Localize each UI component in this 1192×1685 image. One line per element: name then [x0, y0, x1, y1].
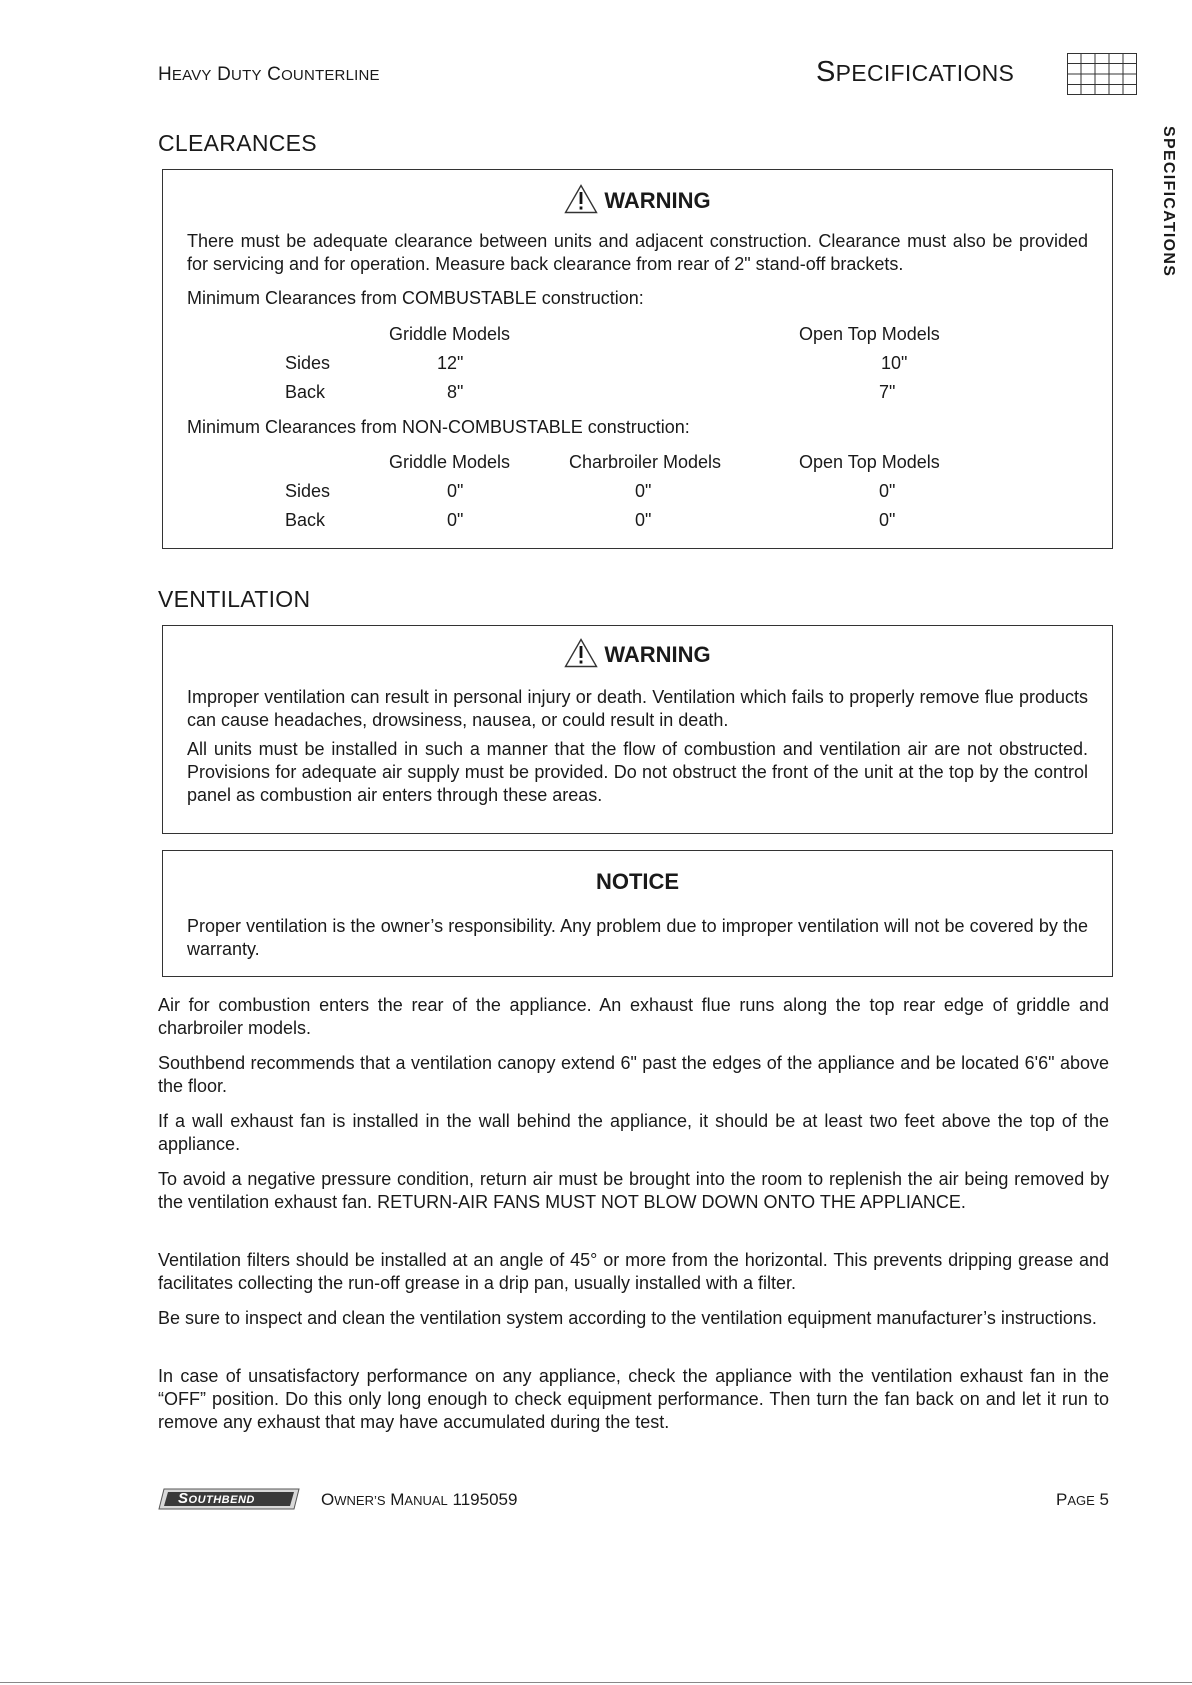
warning-triangle-icon	[564, 184, 598, 214]
ventilation-title: VENTILATION	[158, 586, 311, 612]
ventilation-para-7: In case of unsatisfactory performance on any appliance, check the appliance with the ventilation exhaust fan in the “OFF” position. Do this only long enough to check equipment performance. Then turn the fan back on and let it run to remove any exhaust that may have accumulated during the test.	[158, 1366, 1109, 1432]
non-combustible-col-griddle: Griddle Models	[389, 452, 511, 472]
ventilation-warning-box	[162, 625, 1113, 834]
header-word-1-initial: H	[158, 64, 172, 85]
table-cell: 0"	[447, 510, 464, 530]
warning-label: WARNING	[604, 188, 711, 213]
footer-manual	[321, 1490, 517, 1510]
ventilation-para-1: Air for combustion enters the rear of the appliance. An exhaust flue runs along the top rear edge of griddle and charbroiler models.	[158, 995, 1109, 1038]
notice-text: Proper ventilation is the owner’s responsibility. Any problem due to improper ventilation will not be covered by the warranty.	[187, 916, 1088, 959]
warning-label: WARNING	[604, 642, 711, 667]
combustible-heading: Minimum Clearances from COMBUSTABLE construction:	[187, 288, 644, 308]
table-cell: 10"	[881, 353, 908, 373]
table-row-label: Sides	[285, 353, 331, 373]
notice-box	[162, 850, 1113, 977]
footer-page-number: 5	[1099, 1490, 1109, 1509]
ventilation-para-5: Ventilation filters should be installed at an angle of 45° or more from the horizontal. This prevents dripping grease and facilitates collecting the run-off grease in a drip pan, usually installed with a filter.	[158, 1250, 1109, 1293]
footer-page-rest: AGE	[1067, 1493, 1095, 1508]
table-row-label: Sides	[285, 481, 331, 501]
ventilation-para-2: Southbend recommends that a ventilation canopy extend 6" past the edges of the appliance and be located 6'6" above the floor.	[158, 1053, 1109, 1096]
ventilation-para-3: If a wall exhaust fan is installed in the wall behind the appliance, it should be at least two feet above the top of the appliance.	[158, 1111, 1109, 1154]
non-combustible-heading: Minimum Clearances from NON-COMBUSTABLE construction:	[187, 417, 690, 437]
notice-heading: NOTICE	[595, 869, 680, 894]
footer-page	[1056, 1490, 1109, 1510]
logo-initial: S	[178, 1490, 189, 1507]
table-row-label: Back	[285, 510, 326, 530]
footer-word-rest: ANUAL	[404, 1493, 448, 1508]
header-section-rest: PECIFICATIONS	[835, 60, 1015, 86]
non-combustible-col-open-top: Open Top Models	[799, 452, 940, 472]
combustible-col-griddle: Griddle Models	[389, 324, 511, 344]
table-cell: 7"	[879, 382, 896, 402]
clearances-warning-box	[162, 169, 1113, 549]
table-cell: 12"	[437, 353, 464, 373]
header-section-initial: S	[816, 56, 836, 88]
footer-word-rest: WNER’S	[334, 1493, 386, 1508]
footer-word-initial: M	[390, 1490, 405, 1509]
header-word-3-rest: OUNTERLINE	[281, 67, 380, 84]
logo-text	[178, 1490, 255, 1507]
clearances-warning-heading	[163, 184, 1112, 214]
logo-rest: OUTHBEND	[188, 1494, 255, 1506]
header-product-line	[158, 64, 380, 86]
ventilation-warning-para-2: All units must be installed in such a manner that the flow of combustion and ventilation air are not obstructed. Provisions for adequate air supply must be provided. Do not obstruct the front of the unit at the top by the control panel as combustion air enters through these areas.	[187, 739, 1088, 805]
table-cell: 0"	[635, 481, 652, 501]
ventilation-para-4: To avoid a negative pressure condition, return air must be brought into the room to replenish the air being removed by the ventilation exhaust fan. RETURN-AIR FANS MUST NOT BLOW DOWN ONTO THE APPLIANCE.	[158, 1169, 1109, 1212]
ventilation-warning-heading	[163, 638, 1112, 668]
footer-word-initial: O	[321, 1490, 335, 1509]
southbend-logo	[158, 1488, 300, 1510]
table-cell: 0"	[879, 481, 896, 501]
side-tab	[1155, 126, 1177, 276]
ventilation-para-6: Be sure to inspect and clean the ventilation system according to the ventilation equipment manufacturer’s instructions.	[158, 1308, 1097, 1328]
grid-icon	[1067, 53, 1137, 95]
combustible-col-open-top: Open Top Models	[799, 324, 940, 344]
clearances-title: CLEARANCES	[158, 130, 317, 156]
side-tab-label: SPECIFICATIONS	[1160, 126, 1177, 278]
header-section-name	[816, 56, 1014, 89]
header-word-2-rest: UTY	[231, 67, 262, 84]
warning-triangle-icon	[564, 638, 598, 668]
page-edge-divider	[0, 1682, 1192, 1683]
header-word-1-rest: EAVY	[171, 67, 212, 84]
table-cell: 0"	[447, 481, 464, 501]
table-cell: 0"	[879, 510, 896, 530]
table-cell: 0"	[635, 510, 652, 530]
footer-page-initial: P	[1055, 1490, 1068, 1509]
header-word-3-initial: C	[267, 64, 282, 85]
ventilation-warning-para-1: Improper ventilation can result in personal injury or death. Ventilation which fails to properly remove flue products can cause headaches, drowsiness, nausea, or could result in death.	[187, 687, 1088, 730]
non-combustible-col-charbroiler: Charbroiler Models	[569, 452, 722, 472]
clearances-intro: There must be adequate clearance between units and adjacent construction. Clearance must also be provided for servicing and for operation. Measure back clearance from rear of 2" stand-off brackets.	[187, 231, 1088, 274]
table-cell: 8"	[447, 382, 464, 402]
header-word-2-initial: D	[217, 64, 232, 85]
table-row-label: Back	[285, 382, 326, 402]
footer-manual-number: 1195059	[452, 1490, 518, 1509]
